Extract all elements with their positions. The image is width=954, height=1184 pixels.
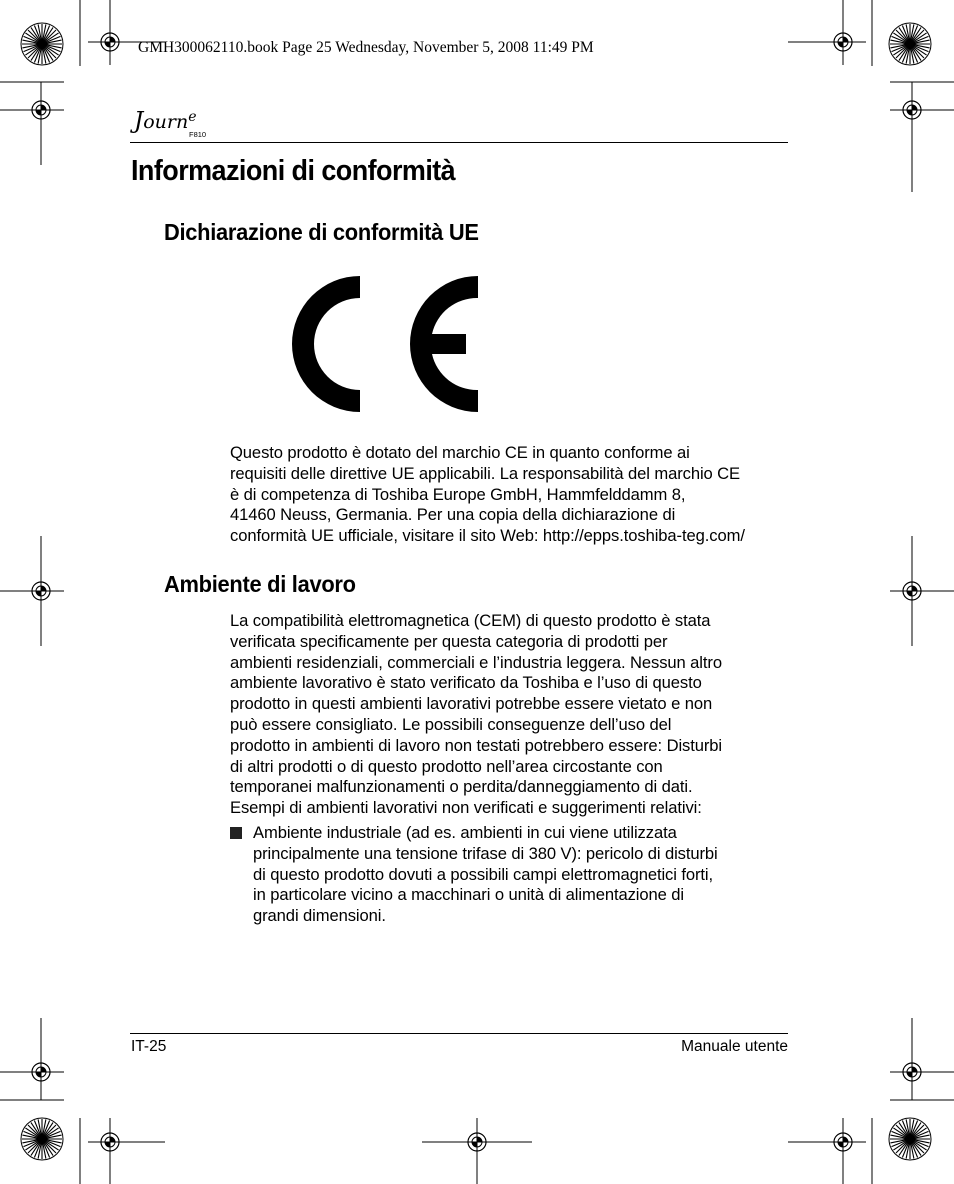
header-rule [130, 142, 788, 143]
text-line: requisiti delle direttive UE applicabili. La responsabilità del marchio CE [230, 463, 741, 483]
text-line: 41460 Neuss, Germania. Per una copia della dichiarazione di [230, 505, 676, 525]
text-line: prodotto in ambienti di lavoro non testati potrebbero essere: Disturbi [230, 735, 723, 755]
text-line: temporanei malfunzionamenti o perdita/danneggiamento di dati. [230, 777, 693, 797]
ce-letter-c [292, 276, 360, 412]
bullet-square-icon [230, 827, 242, 839]
journe-logo: Journ$^e$ [134, 108, 197, 134]
text-line: conformità UE ufficiale, visitare il sito Web: http://epps.toshiba-teg.com/ [230, 526, 745, 546]
text-line: grandi dimensioni. [253, 906, 386, 926]
text-line: La compatibilità elettromagnetica (CEM) di questo prodotto è stata [230, 611, 711, 630]
text-line: Ambiente industriale (ad es. ambienti in cui viene utilizzata [253, 823, 677, 842]
section-heading-environment: Ambiente di lavoro [164, 571, 356, 597]
footer-rule [130, 1033, 788, 1034]
ce-letter-e [410, 276, 478, 412]
text-line: può essere consigliato. Le possibili conseguenze dell’uso del [230, 714, 672, 734]
ce-mark [288, 274, 482, 414]
bullet-item [253, 823, 815, 927]
text-line: principalmente una tensione trifase di 380 V): pericolo di disturbi [253, 843, 718, 863]
logo-model: F810 [189, 130, 207, 139]
page-title: Informazioni di conformità [131, 155, 456, 187]
print-header: GMH300062110.book Page 25 Wednesday, November 5, 2008 11:49 PM [138, 39, 594, 56]
text-line: è di competenza di Toshiba Europe GmbH, Hammfelddamm 8, [230, 484, 686, 504]
text-line: Esempi di ambienti lavorativi non verificati e suggerimenti relativi: [230, 798, 702, 818]
text-line: prodotto in questi ambienti lavorativi potrebbe essere vietato e non [230, 694, 713, 714]
page-number: IT-25 [131, 1038, 167, 1055]
environment-text [230, 611, 792, 819]
text-line: Questo prodotto è dotato del marchio CE in quanto conforme ai [230, 443, 690, 462]
declaration-text [230, 443, 792, 547]
text-line: ambienti residenziali, commerciali e l’industria leggera. Nessun altro [230, 652, 722, 672]
text-line: di altri prodotti o di questo prodotto nell’area circostante con [230, 756, 663, 776]
text-line: ambiente lavorativo è stato verificato da Toshiba e l’uso di questo [230, 673, 702, 693]
text-line: in particolare vicino a macchinari o unità di alimentazione di [253, 885, 684, 905]
manual-title: Manuale utente [681, 1038, 788, 1055]
text-line: di questo prodotto dovuti a possibili campi elettromagnetici forti, [253, 864, 714, 884]
section-heading-declaration: Dichiarazione di conformità UE [164, 219, 479, 245]
text-line: verificata specificamente per questa categoria di prodotti per [230, 631, 668, 651]
